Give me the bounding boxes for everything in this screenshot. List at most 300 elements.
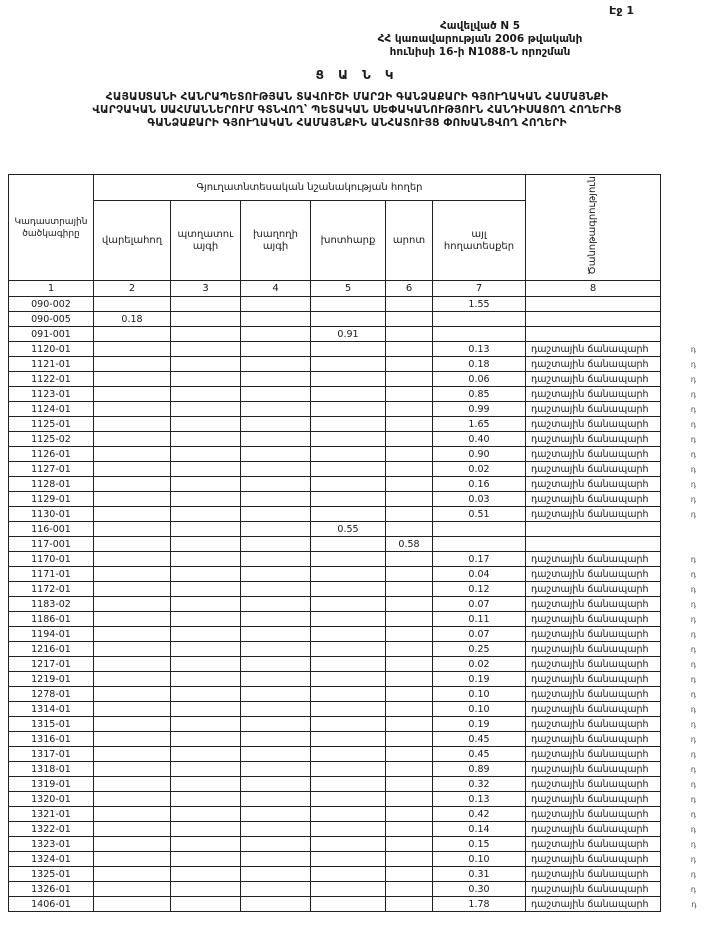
- other-lands-value-cell: 0.02: [433, 657, 526, 672]
- orchard-value-cell: [171, 732, 241, 747]
- cadastral-code-cell: 1130-01: [9, 507, 94, 522]
- col-number: 4: [241, 281, 311, 297]
- arable-value-cell: [94, 552, 171, 567]
- other-lands-value-cell: 0.10: [433, 687, 526, 702]
- arable-value-cell: [94, 327, 171, 342]
- other-lands-value-cell: 0.25: [433, 642, 526, 657]
- col-number: 1: [9, 281, 94, 297]
- orchard-value-cell: [171, 297, 241, 312]
- vineyard-value-cell: [241, 897, 311, 912]
- hayfield-value-cell: [311, 387, 386, 402]
- vineyard-value-cell: [241, 687, 311, 702]
- table-row: [9, 582, 699, 597]
- edge-mark: դ: [690, 749, 696, 759]
- note-cell: դաշտային ճանապարհ: [526, 477, 661, 492]
- pasture-value-cell: [386, 492, 433, 507]
- note-cell: դաշտային ճանապարհ: [526, 672, 661, 687]
- table-row: [9, 357, 699, 372]
- hayfield-value-cell: 0.55: [311, 522, 386, 537]
- hayfield-value-cell: [311, 567, 386, 582]
- edge-mark: դ: [690, 614, 696, 624]
- orchard-value-cell: [171, 897, 241, 912]
- other-lands-value-cell: 0.16: [433, 477, 526, 492]
- table-row: [9, 642, 699, 657]
- orchard-value-cell: [171, 672, 241, 687]
- orchard-value-cell: [171, 492, 241, 507]
- orchard-value-cell: [171, 612, 241, 627]
- pasture-value-cell: [386, 612, 433, 627]
- vineyard-value-cell: [241, 702, 311, 717]
- hayfield-value-cell: [311, 897, 386, 912]
- edge-mark: [661, 522, 699, 537]
- edge-mark: դ: [690, 554, 696, 564]
- edge-mark: դ: [690, 674, 696, 684]
- other-lands-value-cell: [433, 522, 526, 537]
- document-title-line: ՀԱՅԱՍՏԱՆԻ ՀԱՆՐԱՊԵՏՈՒԹՅԱՆ ՏԱՎՈՒՇԻ ՄԱՐԶԻ ԳԱՆՁԱՔԱՐԻ ԳՅՈՒՂԱԿԱՆ ՀԱՄԱՅՆՔԻ: [105, 91, 609, 103]
- cadastral-code-cell: 1128-01: [9, 477, 94, 492]
- table-row: [9, 567, 699, 582]
- orchard-value-cell: [171, 867, 241, 882]
- other-lands-value-cell: 0.13: [433, 792, 526, 807]
- arable-value-cell: [94, 672, 171, 687]
- arable-value-cell: [94, 792, 171, 807]
- cadastral-code-cell: 1123-01: [9, 387, 94, 402]
- group-header-agricultural-lands: Գյուղատնտեսական նշանակության հողեր: [94, 175, 526, 201]
- note-cell: դաշտային ճանապարհ: [526, 552, 661, 567]
- edge-mark: դ: [690, 479, 696, 489]
- hayfield-value-cell: [311, 762, 386, 777]
- orchard-value-cell: [171, 462, 241, 477]
- arable-value-cell: [94, 777, 171, 792]
- edge-mark: դ: [690, 434, 696, 444]
- vineyard-value-cell: [241, 627, 311, 642]
- note-cell: դաշտային ճանապարհ: [526, 732, 661, 747]
- cadastral-code-cell: 1219-01: [9, 672, 94, 687]
- pasture-value-cell: [386, 657, 433, 672]
- pasture-value-cell: [386, 687, 433, 702]
- edge-mark: դ: [690, 569, 696, 579]
- other-lands-value-cell: 0.90: [433, 447, 526, 462]
- note-cell: [526, 522, 661, 537]
- vineyard-value-cell: [241, 732, 311, 747]
- pasture-value-cell: [386, 732, 433, 747]
- hayfield-value-cell: [311, 537, 386, 552]
- orchard-value-cell: [171, 507, 241, 522]
- cadastral-code-cell: 090-005: [9, 312, 94, 327]
- col-header-other-lands: այլ հողատեսքեր: [433, 201, 526, 281]
- table-row: [9, 672, 699, 687]
- pasture-value-cell: [386, 477, 433, 492]
- arable-value-cell: [94, 567, 171, 582]
- cadastral-code-cell: 1323-01: [9, 837, 94, 852]
- pasture-value-cell: [386, 447, 433, 462]
- hayfield-value-cell: [311, 492, 386, 507]
- arable-value-cell: [94, 717, 171, 732]
- edge-mark: դ: [690, 359, 696, 369]
- hayfield-value-cell: [311, 792, 386, 807]
- orchard-value-cell: [171, 762, 241, 777]
- table-row: [9, 627, 699, 642]
- pasture-value-cell: [386, 507, 433, 522]
- other-lands-value-cell: 0.18: [433, 357, 526, 372]
- cadastral-code-cell: 1125-02: [9, 432, 94, 447]
- hayfield-value-cell: [311, 297, 386, 312]
- col-header-cadastral-code: Կադաստրային ծածկագիրը: [9, 175, 94, 281]
- hayfield-value-cell: [311, 837, 386, 852]
- cadastral-code-cell: 1317-01: [9, 747, 94, 762]
- other-lands-value-cell: 0.30: [433, 882, 526, 897]
- other-lands-value-cell: 0.45: [433, 747, 526, 762]
- annex-line: Հավելված N 5: [439, 20, 521, 32]
- annex-block: [360, 20, 600, 59]
- cadastral-code-cell: 1217-01: [9, 657, 94, 672]
- other-lands-value-cell: 0.03: [433, 492, 526, 507]
- document-title: [8, 91, 706, 130]
- other-lands-value-cell: [433, 537, 526, 552]
- table-row: [9, 597, 699, 612]
- note-cell: դաշտային ճանապարհ: [526, 867, 661, 882]
- orchard-value-cell: [171, 372, 241, 387]
- arable-value-cell: [94, 747, 171, 762]
- orchard-value-cell: [171, 417, 241, 432]
- orchard-value-cell: [171, 537, 241, 552]
- note-cell: դաշտային ճանապարհ: [526, 807, 661, 822]
- other-lands-value-cell: [433, 327, 526, 342]
- table-body: [9, 297, 699, 912]
- hayfield-value-cell: [311, 462, 386, 477]
- vineyard-value-cell: [241, 372, 311, 387]
- cadastral-code-cell: 1172-01: [9, 582, 94, 597]
- edge-mark: դ: [690, 494, 696, 504]
- other-lands-value-cell: 0.31: [433, 867, 526, 882]
- hayfield-value-cell: [311, 432, 386, 447]
- note-cell: դաշտային ճանապարհ: [526, 372, 661, 387]
- pasture-value-cell: [386, 717, 433, 732]
- arable-value-cell: [94, 492, 171, 507]
- pasture-value-cell: [386, 582, 433, 597]
- edge-mark: դ: [690, 344, 696, 354]
- hayfield-value-cell: [311, 672, 386, 687]
- orchard-value-cell: [171, 717, 241, 732]
- hayfield-value-cell: [311, 687, 386, 702]
- other-lands-value-cell: 0.89: [433, 762, 526, 777]
- other-lands-value-cell: 0.02: [433, 462, 526, 477]
- cadastral-code-cell: 1278-01: [9, 687, 94, 702]
- table-row: [9, 897, 699, 912]
- orchard-value-cell: [171, 837, 241, 852]
- cadastral-code-cell: 1216-01: [9, 642, 94, 657]
- arable-value-cell: 0.18: [94, 312, 171, 327]
- arable-value-cell: [94, 417, 171, 432]
- orchard-value-cell: [171, 807, 241, 822]
- orchard-value-cell: [171, 402, 241, 417]
- table-row: [9, 717, 699, 732]
- hayfield-value-cell: [311, 342, 386, 357]
- pasture-value-cell: [386, 807, 433, 822]
- edge-mark: դ: [690, 764, 696, 774]
- table-row: [9, 687, 699, 702]
- annex-line: ՀՀ կառավարության 2006 թվականի: [377, 33, 583, 45]
- note-cell: դաշտային ճանապարհ: [526, 432, 661, 447]
- other-lands-value-cell: 0.10: [433, 852, 526, 867]
- vineyard-value-cell: [241, 402, 311, 417]
- other-lands-value-cell: 0.10: [433, 702, 526, 717]
- other-lands-value-cell: 0.15: [433, 837, 526, 852]
- arable-value-cell: [94, 732, 171, 747]
- other-lands-value-cell: 0.99: [433, 402, 526, 417]
- col-number: 7: [433, 281, 526, 297]
- hayfield-value-cell: 0.91: [311, 327, 386, 342]
- hayfield-value-cell: [311, 612, 386, 627]
- cadastral-code-cell: 1316-01: [9, 732, 94, 747]
- orchard-value-cell: [171, 387, 241, 402]
- note-cell: դաշտային ճանապարհ: [526, 627, 661, 642]
- table-row: [9, 837, 699, 852]
- other-lands-value-cell: 0.07: [433, 627, 526, 642]
- note-cell: դաշտային ճանապարհ: [526, 642, 661, 657]
- edge-margin-cell: [661, 175, 699, 201]
- pasture-value-cell: [386, 312, 433, 327]
- other-lands-value-cell: 0.40: [433, 432, 526, 447]
- table-row: [9, 327, 699, 342]
- note-cell: դաշտային ճանապարհ: [526, 582, 661, 597]
- note-cell: դաշտային ճանապարհ: [526, 402, 661, 417]
- note-cell: դաշտային ճանապարհ: [526, 702, 661, 717]
- orchard-value-cell: [171, 582, 241, 597]
- edge-margin-cell: [661, 281, 699, 297]
- vineyard-value-cell: [241, 312, 311, 327]
- edge-mark: [661, 297, 699, 312]
- other-lands-value-cell: 0.11: [433, 612, 526, 627]
- hayfield-value-cell: [311, 357, 386, 372]
- edge-mark: դ: [690, 659, 696, 669]
- hayfield-value-cell: [311, 747, 386, 762]
- note-cell: [526, 312, 661, 327]
- hayfield-value-cell: [311, 627, 386, 642]
- orchard-value-cell: [171, 702, 241, 717]
- col-number: 6: [386, 281, 433, 297]
- orchard-value-cell: [171, 852, 241, 867]
- vineyard-value-cell: [241, 837, 311, 852]
- arable-value-cell: [94, 357, 171, 372]
- col-number: 8: [526, 281, 661, 297]
- hayfield-value-cell: [311, 822, 386, 837]
- cadastral-code-cell: 116-001: [9, 522, 94, 537]
- edge-margin-cell: [661, 201, 699, 281]
- table-row: [9, 417, 699, 432]
- hayfield-value-cell: [311, 852, 386, 867]
- pasture-value-cell: [386, 327, 433, 342]
- cadastral-code-cell: 1183-02: [9, 597, 94, 612]
- pasture-value-cell: [386, 372, 433, 387]
- table-row: [9, 522, 699, 537]
- cadastral-code-cell: 1121-01: [9, 357, 94, 372]
- hayfield-value-cell: [311, 597, 386, 612]
- cadastral-code-cell: 1320-01: [9, 792, 94, 807]
- cadastral-code-cell: 1194-01: [9, 627, 94, 642]
- table-row: [9, 387, 699, 402]
- note-cell: դաշտային ճանապարհ: [526, 882, 661, 897]
- note-cell: դաշտային ճանապարհ: [526, 687, 661, 702]
- vineyard-value-cell: [241, 507, 311, 522]
- table-row: [9, 432, 699, 447]
- note-cell: դաշտային ճանապարհ: [526, 747, 661, 762]
- pasture-value-cell: [386, 897, 433, 912]
- edge-mark: դ: [690, 629, 696, 639]
- arable-value-cell: [94, 837, 171, 852]
- cadastral-code-cell: 1322-01: [9, 822, 94, 837]
- edge-mark: դ: [690, 824, 696, 834]
- note-cell: դաշտային ճանապարհ: [526, 387, 661, 402]
- pasture-value-cell: [386, 417, 433, 432]
- table-row: [9, 312, 699, 327]
- pasture-value-cell: [386, 432, 433, 447]
- edge-mark: դ: [690, 419, 696, 429]
- arable-value-cell: [94, 372, 171, 387]
- edge-mark: դ: [690, 599, 696, 609]
- hayfield-value-cell: [311, 372, 386, 387]
- vineyard-value-cell: [241, 417, 311, 432]
- arable-value-cell: [94, 882, 171, 897]
- vineyard-value-cell: [241, 882, 311, 897]
- hayfield-value-cell: [311, 702, 386, 717]
- arable-value-cell: [94, 537, 171, 552]
- arable-value-cell: [94, 852, 171, 867]
- other-lands-value-cell: 0.06: [433, 372, 526, 387]
- arable-value-cell: [94, 432, 171, 447]
- col-header-arable: վարելահող: [94, 201, 171, 281]
- cadastral-code-cell: 1326-01: [9, 882, 94, 897]
- note-cell: դաշտային ճանապարհ: [526, 822, 661, 837]
- pasture-value-cell: [386, 837, 433, 852]
- cadastral-code-cell: 1122-01: [9, 372, 94, 387]
- edge-mark: դ: [690, 509, 696, 519]
- edge-mark: դ: [690, 839, 696, 849]
- table-row: [9, 612, 699, 627]
- pasture-value-cell: [386, 567, 433, 582]
- hayfield-value-cell: [311, 507, 386, 522]
- orchard-value-cell: [171, 357, 241, 372]
- cadastral-code-cell: 1314-01: [9, 702, 94, 717]
- edge-mark: դ: [690, 809, 696, 819]
- arable-value-cell: [94, 657, 171, 672]
- edge-mark: [661, 537, 699, 552]
- edge-mark: [661, 312, 699, 327]
- pasture-value-cell: [386, 672, 433, 687]
- note-cell: դաշտային ճանապարհ: [526, 717, 661, 732]
- orchard-value-cell: [171, 447, 241, 462]
- table-row: [9, 792, 699, 807]
- note-cell: դաշտային ճանապարհ: [526, 567, 661, 582]
- hayfield-value-cell: [311, 447, 386, 462]
- orchard-value-cell: [171, 597, 241, 612]
- hayfield-value-cell: [311, 642, 386, 657]
- vineyard-value-cell: [241, 822, 311, 837]
- cadastral-code-cell: 1324-01: [9, 852, 94, 867]
- document-title-line: ՎԱՐՉԱԿԱՆ ՍԱՀՄԱՆՆԵՐՈՒՄ ԳՏՆՎՈՂ՝ ՊԵՏԱԿԱՆ ՍԵՓԱԿԱՆՈՒԹՅՈՒՆ ՀԱՆԴԻՍԱՑՈՂ ՀՈՂԵՐԻՑ: [92, 104, 622, 116]
- vineyard-value-cell: [241, 462, 311, 477]
- note-cell: [526, 327, 661, 342]
- edge-mark: դ: [690, 869, 696, 879]
- cadastral-code-cell: 1321-01: [9, 807, 94, 822]
- table-row: [9, 882, 699, 897]
- note-cell: դաշտային ճանապարհ: [526, 612, 661, 627]
- table-row: [9, 732, 699, 747]
- cadastral-code-cell: 1126-01: [9, 447, 94, 462]
- pasture-value-cell: [386, 867, 433, 882]
- arable-value-cell: [94, 687, 171, 702]
- vineyard-value-cell: [241, 432, 311, 447]
- other-lands-value-cell: 1.65: [433, 417, 526, 432]
- col-header-hayfield: խոտհարք: [311, 201, 386, 281]
- arable-value-cell: [94, 897, 171, 912]
- table-row: [9, 807, 699, 822]
- col-header-pasture: արոտ: [386, 201, 433, 281]
- pasture-value-cell: [386, 852, 433, 867]
- arable-value-cell: [94, 342, 171, 357]
- other-lands-value-cell: 0.07: [433, 597, 526, 612]
- note-cell: դաշտային ճանապարհ: [526, 492, 661, 507]
- table-row: [9, 702, 699, 717]
- pasture-value-cell: 0.58: [386, 537, 433, 552]
- edge-mark: դ: [690, 704, 696, 714]
- vineyard-value-cell: [241, 807, 311, 822]
- other-lands-value-cell: [433, 312, 526, 327]
- pasture-value-cell: [386, 882, 433, 897]
- note-cell: դաշտային ճանապարհ: [526, 777, 661, 792]
- orchard-value-cell: [171, 882, 241, 897]
- orchard-value-cell: [171, 777, 241, 792]
- orchard-value-cell: [171, 522, 241, 537]
- cadastral-code-cell: 1124-01: [9, 402, 94, 417]
- note-cell: դաշտային ճանապարհ: [526, 762, 661, 777]
- pasture-value-cell: [386, 777, 433, 792]
- arable-value-cell: [94, 477, 171, 492]
- edge-mark: դ: [690, 689, 696, 699]
- edge-mark: դ: [690, 404, 696, 414]
- table-row: [9, 552, 699, 567]
- arable-value-cell: [94, 702, 171, 717]
- edge-mark: դ: [691, 899, 697, 909]
- pasture-value-cell: [386, 522, 433, 537]
- pasture-value-cell: [386, 642, 433, 657]
- vineyard-value-cell: [241, 852, 311, 867]
- hayfield-value-cell: [311, 717, 386, 732]
- edge-mark: [661, 327, 699, 342]
- other-lands-value-cell: 0.12: [433, 582, 526, 597]
- edge-mark: դ: [690, 464, 696, 474]
- hayfield-value-cell: [311, 867, 386, 882]
- table-row: [9, 657, 699, 672]
- other-lands-value-cell: 0.85: [433, 387, 526, 402]
- other-lands-value-cell: 0.14: [433, 822, 526, 837]
- cadastral-code-cell: 1318-01: [9, 762, 94, 777]
- orchard-value-cell: [171, 657, 241, 672]
- orchard-value-cell: [171, 342, 241, 357]
- table-row: [9, 447, 699, 462]
- hayfield-value-cell: [311, 732, 386, 747]
- arable-value-cell: [94, 582, 171, 597]
- vineyard-value-cell: [241, 477, 311, 492]
- vineyard-value-cell: [241, 387, 311, 402]
- cadastral-code-cell: 1406-01: [9, 897, 94, 912]
- note-cell: դաշտային ճանապարհ: [526, 357, 661, 372]
- pasture-value-cell: [386, 552, 433, 567]
- arable-value-cell: [94, 612, 171, 627]
- other-lands-value-cell: 0.32: [433, 777, 526, 792]
- other-lands-value-cell: 0.04: [433, 567, 526, 582]
- vineyard-value-cell: [241, 642, 311, 657]
